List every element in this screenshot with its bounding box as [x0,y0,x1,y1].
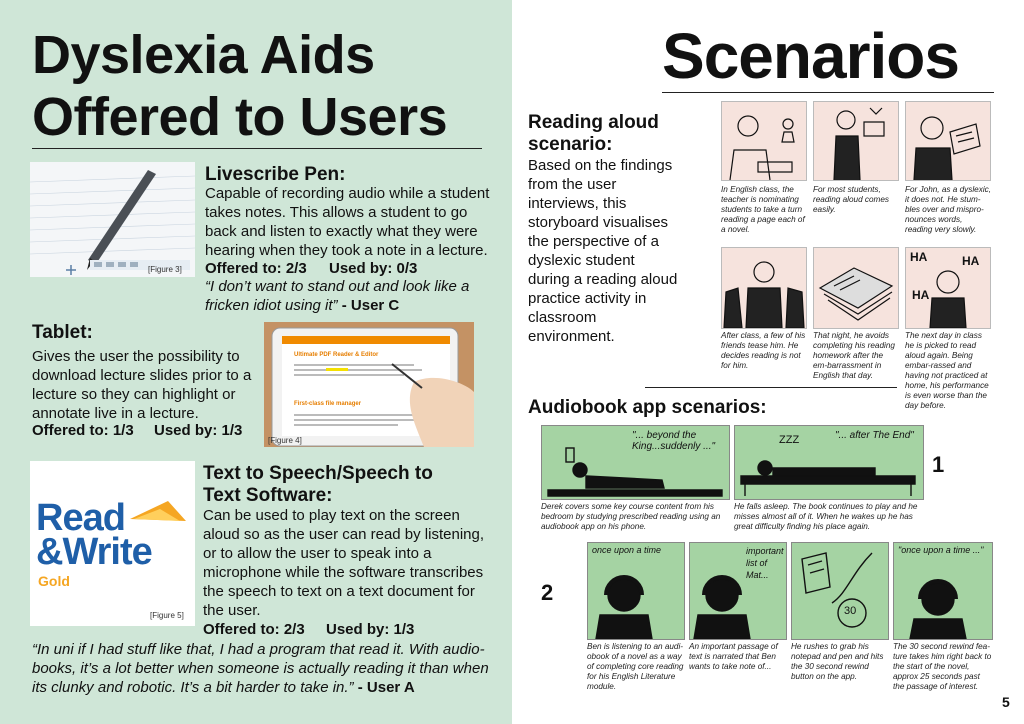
readwrite-logo-line3: Gold [38,573,70,589]
tablet-screen-title: Ultimate PDF Reader & Editor [294,352,379,358]
s1-caption-2: He falls asleep. The book continues to play and he misses almost all of it. When he wakes up he has great difficulty finding his place again. [734,502,918,531]
rewind-button-illustration [792,543,888,639]
tts-heading-line1: Text to Speech/Speech to [203,463,433,484]
reading-caption-1: In English class, the teacher is nominating students to take a turn reading a page each of a novel. [721,185,805,234]
livescribe-used: Used by: 0/3 [329,260,418,277]
ben-listening-illustration [588,543,684,639]
laughter-text-3: HA [912,288,930,302]
scenarios-title: Scenarios [662,20,959,92]
reading-caption-6: The next day in class he is picked to read aloud again. Being embar-rassed and having not practiced at home, his performance is even worse than the day before. [905,331,989,410]
page-number: 5 [1002,694,1010,710]
figure-5-label: [Figure 5] [150,611,184,620]
s2-caption-1: Ben is listening to an audi-obook of a novel as a way of completing core reading for his English Literature module. [587,642,684,691]
reading-heading-line1: Reading aloud [528,112,659,133]
livescribe-quote-attribution: - User C [341,297,400,314]
final-quote-attribution: - User A [357,679,415,696]
john-struggling-illustration [906,102,990,180]
audiobook-s2-panel-2 [689,542,787,640]
s1-bubble-3: "... after The End" [835,430,914,441]
readwrite-logo-line2: &Write [36,531,152,573]
tablet-screen-subtitle: First-class file manager [294,401,362,407]
s2-caption-4: The 30 second rewind fea-ture takes him right back to the start of the novel, approx 25 seconds past the passage of interest. [893,642,992,691]
readwrite-logo-figure [30,461,195,626]
livescribe-body: Capable of recording audio while a student takes notes. This allows a student to go back and listen to exactly what they were hearing when they took a note in a lecture. [205,185,490,259]
tts-offered: Offered to: 2/3 [203,621,305,638]
tablet-heading: Tablet: [32,322,93,343]
audiobook-heading: Audiobook app scenarios: [528,397,767,418]
laughter-text-2: HA [962,254,980,268]
figure-3-label: [Figure 3] [148,265,182,274]
left-title-line1: Dyslexia Aids [32,25,375,85]
title-rule [32,148,482,149]
s2-caption-3: He rushes to grab his notepad and pen and hits the 30 second rewind button on the app. [791,642,884,681]
storyboard-panel-4 [721,247,807,329]
s2-caption-2: An important passage of text is narrated that Ben wants to take note of... [689,642,778,671]
scenario-2-number: 2 [541,580,554,605]
ben-rewound-illustration [894,543,992,639]
s1-caption-1: Derek covers some key course content from his bedroom by studying prescribed reading using an audiobook app on his phone. [541,502,721,531]
reading-body: Based on the findings from the user interviews, this storyboard visualises the perspective of a dyslexic student during a reading aloud practice activity in classroom environment. [528,157,678,345]
friends-tease-illustration [722,248,806,328]
tablet-offered: Offered to: 1/3 [32,422,134,439]
reading-caption-3: For John, as a dyslexic, it does not. He stum-bles over and mispro-nounces words, reading very slowly. [905,185,992,234]
livescribe-offered: Offered to: 2/3 [205,260,307,277]
livescribe-quote-text: “I don’t want to stand out and look like a fricken idiot using it” [205,278,470,314]
livescribe-pen-figure [30,162,195,277]
audiobook-s2-panel-1 [587,542,685,640]
left-title-line2: Offered to Users [32,87,448,147]
section-divider [645,387,897,388]
laughter-text-1: HA [910,250,928,264]
final-quote [32,640,494,697]
reading-heading-line2: scenario: [528,134,613,155]
storyboard-panel-5 [813,247,899,329]
livescribe-heading: Livescribe Pen: [205,164,346,185]
teacher-nominating-illustration [722,102,806,180]
readwrite-logo-line1: Read [36,497,125,539]
final-quote-text: “In uni if I had stuff like that, I had a program that read it. With audio-books, it’s a lot better when someone is actually reading it than when its clunky and robotic. It’s a bit harder to take in.” [32,641,489,696]
tablet-figure [264,322,474,447]
s2-bubble-4: "once upon a time ..." [898,545,984,555]
tts-used: Used by: 1/3 [326,621,415,638]
s1-bubble-2: ZZZ [779,434,800,446]
audiobook-s2-panel-3 [791,542,889,640]
avoiding-homework-illustration [814,248,898,328]
tts-heading-line2: Text Software: [203,485,333,506]
storyboard-panel-6 [905,247,991,329]
audiobook-s1-panel-2 [734,425,924,500]
storyboard-panel-3 [905,101,991,181]
s1-bubble-1: "... beyond the King...suddenly ..." [632,430,716,452]
student-reading-illustration [814,102,898,180]
reading-caption-5: That night, he avoids completing his reading homework after the em-barrassment in English that day. [813,331,895,380]
scenario-1-number: 1 [932,452,945,477]
storyboard-panel-2 [813,101,899,181]
reading-caption-4: After class, a few of his friends tease him. He decides reading is not for him. [721,331,806,370]
tablet-illustration [264,322,474,447]
s2-bubble-2: important list of Mat... [746,546,784,580]
reading-caption-2: For most students, reading aloud comes easily. [813,185,890,214]
audiobook-s2-panel-4 [893,542,993,640]
figure-4-label: [Figure 4] [268,436,302,445]
pen-illustration [30,162,195,277]
livescribe-quote [205,277,495,315]
tablet-used: Used by: 1/3 [154,422,243,439]
tts-body: Can be used to play text on the screen aloud so as the user can read by listening, or to allow the user to speak into a microphone while the software transcribes the speech to text on a text document for the user. [203,507,485,619]
scenarios-title-rule [662,92,994,93]
s2-bubble-1: once upon a time [592,545,662,555]
right-page [512,0,1024,724]
audiobook-s1-panel-1 [541,425,730,500]
storyboard-panel-1 [721,101,807,181]
tablet-body: Gives the user the possibility to download lecture slides prior to a lecture so they can highlight or annotate live in a lecture. [32,348,252,422]
s2-bubble-3: 30 [844,605,857,617]
